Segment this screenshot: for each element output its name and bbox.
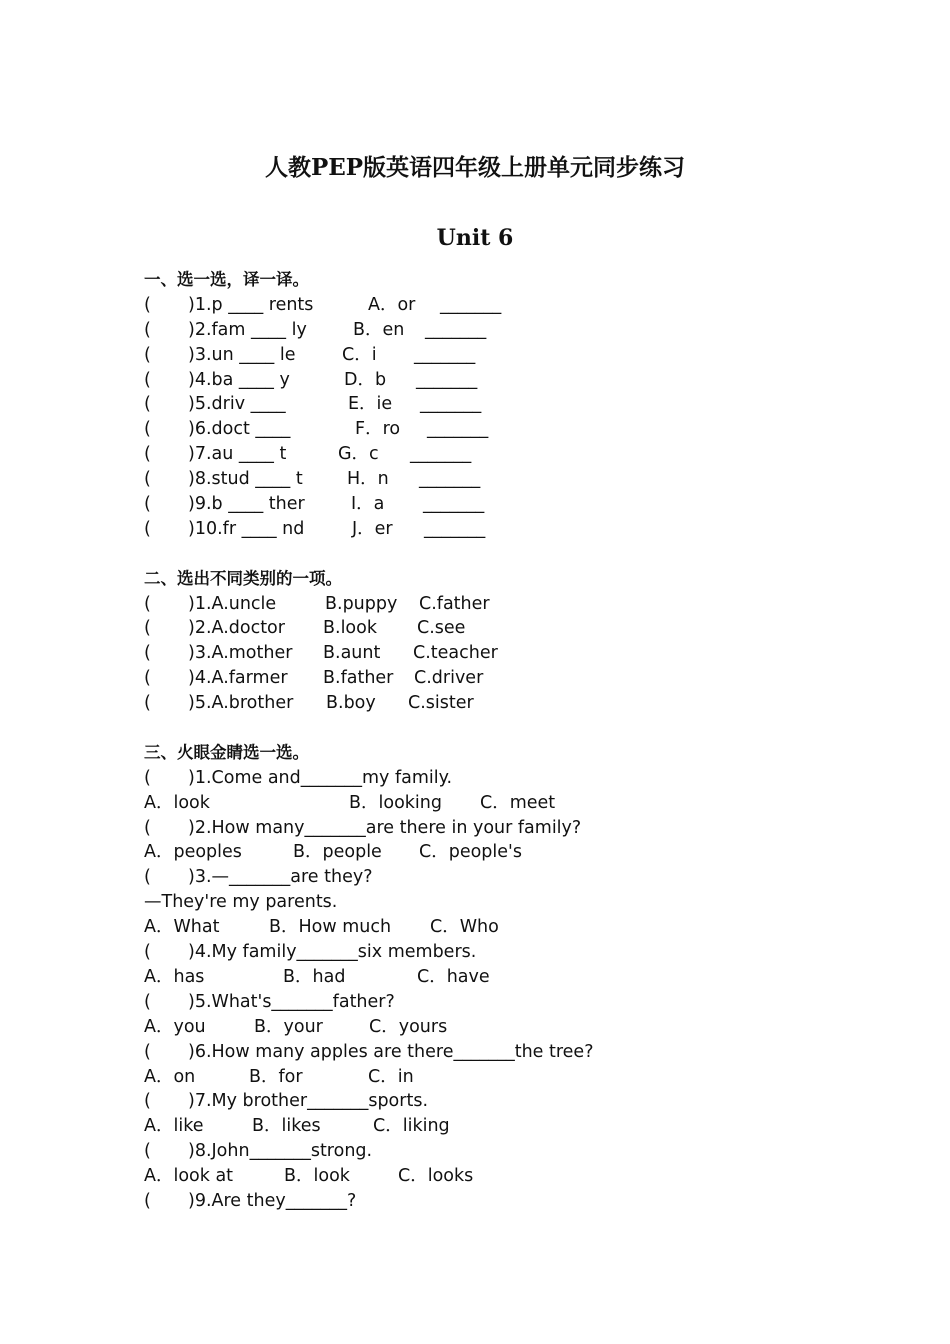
answer-paren: ( (144, 1190, 151, 1211)
question-text: )5.driv ____ (188, 394, 286, 415)
option-a: )4.A.farmer (188, 668, 288, 689)
answer-paren: ( (144, 643, 151, 664)
answer-paren: ( (144, 867, 151, 888)
section2-list (144, 592, 844, 716)
option-b: B.look (323, 618, 377, 639)
exercise-row (144, 666, 844, 691)
translation-blank: _______ (414, 344, 476, 365)
answer-paren: ( (144, 1091, 151, 1112)
option-c: C.father (419, 593, 490, 614)
option-a: A．peoples (144, 842, 242, 863)
question-text: )7.My brother_______sports. (188, 1091, 429, 1112)
exercise-row (144, 467, 844, 492)
question-text: )2.fam ____ ly (188, 319, 307, 340)
option-a: A．What (144, 917, 220, 938)
exercise-row (144, 691, 844, 716)
option-c: C．have (417, 966, 490, 987)
question-row (144, 766, 844, 791)
answer-paren: ( (144, 942, 151, 963)
option-a: )2.A.doctor (188, 618, 285, 639)
option-b: B．likes (252, 1116, 321, 1137)
answer-paren: ( (144, 294, 151, 315)
answer-paren: ( (144, 419, 151, 440)
option-b: B.father (323, 668, 394, 689)
question-text: )6.doct ____ (188, 419, 291, 440)
option-c: C．Who (430, 917, 499, 938)
translation-blank: _______ (420, 394, 482, 415)
option-c: C．yours (369, 1016, 448, 1037)
options-row (144, 1015, 844, 1040)
option-c: C．meet (480, 792, 556, 813)
section3-list (144, 766, 844, 1214)
question-row (144, 1040, 844, 1065)
section1-heading: 一、选一选，译一译。 (144, 270, 309, 289)
question-text: )5.What's_______father? (188, 991, 395, 1012)
answer-paren: ( (144, 469, 151, 490)
option-text: I．a (351, 494, 385, 515)
option-a: )1.A.uncle (188, 593, 277, 614)
option-a: A．like (144, 1116, 204, 1137)
exercise-row (144, 368, 844, 393)
option-text: H．n (347, 469, 389, 490)
option-c: C.teacher (413, 643, 498, 664)
question-row (144, 990, 844, 1015)
option-b: B．your (254, 1016, 323, 1037)
section3-heading: 三、火眼金睛选一选。 (144, 742, 309, 762)
question-text: )3.—_______are they? (188, 867, 373, 888)
options-row (144, 915, 844, 940)
section2-heading: 二、选出不同类别的一项。 (144, 568, 342, 588)
option-a: A．on (144, 1066, 196, 1087)
options-row (144, 791, 844, 816)
translation-blank: _______ (440, 294, 502, 315)
exercise-row (144, 293, 844, 318)
option-text: D．b (344, 369, 387, 390)
exercise-row (144, 616, 844, 641)
answer-paren: ( (144, 518, 151, 539)
translation-blank: _______ (423, 494, 485, 515)
translation-blank: _______ (427, 419, 489, 440)
exercise-row (144, 592, 844, 617)
answer-paren: ( (144, 1141, 151, 1162)
exercise-row (144, 343, 844, 368)
option-text: B．en (353, 319, 405, 340)
answer-paren: ( (144, 817, 151, 838)
option-text: G．c (338, 444, 379, 465)
option-text: E．ie (348, 394, 393, 415)
answer-paren: ( (144, 494, 151, 515)
option-a: A．look (144, 792, 210, 813)
exercise-row (144, 442, 844, 467)
option-c: C.driver (414, 668, 484, 689)
option-b: B．for (249, 1066, 303, 1087)
option-b: B.boy (326, 693, 376, 714)
question-text: )2.How many_______are there in your family? (188, 817, 582, 838)
question-text: )3.un ____ le (188, 344, 296, 365)
question-row (144, 940, 844, 965)
option-a: )3.A.mother (188, 643, 293, 664)
translation-blank: _______ (419, 469, 481, 490)
question-text: )4.My family_______six members. (188, 942, 477, 963)
question-text: )8.stud ____ t (188, 469, 303, 490)
answer-paren: ( (144, 767, 151, 788)
answer-paren: ( (144, 394, 151, 415)
options-row (144, 965, 844, 990)
question-text: )1.p ____ rents (188, 294, 314, 315)
question-row (144, 1189, 844, 1214)
option-a: A．you (144, 1016, 206, 1037)
answer-paren: ( (144, 991, 151, 1012)
question-text: )10.fr ____ nd (188, 518, 305, 539)
option-a: A．look at (144, 1166, 234, 1187)
question-text: )9.b ____ ther (188, 494, 305, 515)
option-b: B．look (284, 1166, 350, 1187)
exercise-row (144, 417, 844, 442)
spacer (144, 542, 844, 567)
answer-paren: ( (144, 593, 151, 614)
answer-paren: ( (144, 344, 151, 365)
question-text: )9.Are they_______? (188, 1190, 357, 1211)
option-b: B.puppy (325, 593, 398, 614)
section1-list (144, 293, 844, 542)
options-row (144, 1114, 844, 1139)
question-text: )1.Come and_______my family. (188, 767, 453, 788)
question-text: )8.John_______strong. (188, 1141, 373, 1162)
exercise-row (144, 641, 844, 666)
option-b: B．looking (349, 792, 442, 813)
translation-blank: _______ (425, 319, 487, 340)
option-c: C．people's (419, 842, 522, 863)
options-row (144, 1164, 844, 1189)
translation-blank: _______ (416, 369, 478, 390)
question-row (144, 1089, 844, 1114)
spacer (144, 716, 844, 741)
option-b: B.aunt (323, 643, 381, 664)
option-c: C．liking (373, 1116, 450, 1137)
answer-paren: ( (144, 618, 151, 639)
option-a: )5.A.brother (188, 693, 294, 714)
page-title: 人教PEP版英语四年级上册单元同步练习 (264, 154, 686, 181)
exercise-row (144, 517, 844, 542)
question-row (144, 816, 844, 841)
option-b: B．had (283, 966, 346, 987)
answer-paren: ( (144, 693, 151, 714)
question-row (144, 865, 844, 890)
option-c: C．in (368, 1066, 414, 1087)
question-text: )6.How many apples are there_______the tree? (188, 1041, 594, 1062)
question-row (144, 1139, 844, 1164)
exercise-row (144, 392, 844, 417)
option-text: J．er (352, 518, 393, 539)
question-continuation: —They're my parents. (144, 892, 338, 913)
options-row (144, 840, 844, 865)
unit-heading: Unit 6 (436, 225, 514, 251)
question-text: )4.ba ____ y (188, 369, 290, 390)
exercise-row (144, 318, 844, 343)
answer-paren: ( (144, 668, 151, 689)
worksheet-content (144, 268, 844, 1214)
option-c: C.sister (408, 693, 474, 714)
option-text: F．ro (355, 419, 401, 440)
answer-paren: ( (144, 319, 151, 340)
question-text: )7.au ____ t (188, 444, 287, 465)
translation-blank: _______ (424, 518, 486, 539)
translation-blank: _______ (410, 444, 472, 465)
options-row (144, 1065, 844, 1090)
answer-paren: ( (144, 444, 151, 465)
exercise-row (144, 492, 844, 517)
option-c: C．looks (398, 1166, 474, 1187)
answer-paren: ( (144, 1041, 151, 1062)
option-text: A．or (368, 294, 416, 315)
option-a: A．has (144, 966, 205, 987)
option-c: C.see (417, 618, 466, 639)
answer-paren: ( (144, 369, 151, 390)
option-text: C．i (342, 344, 377, 365)
option-b: B．How much (269, 917, 392, 938)
option-b: B．people (293, 842, 382, 863)
